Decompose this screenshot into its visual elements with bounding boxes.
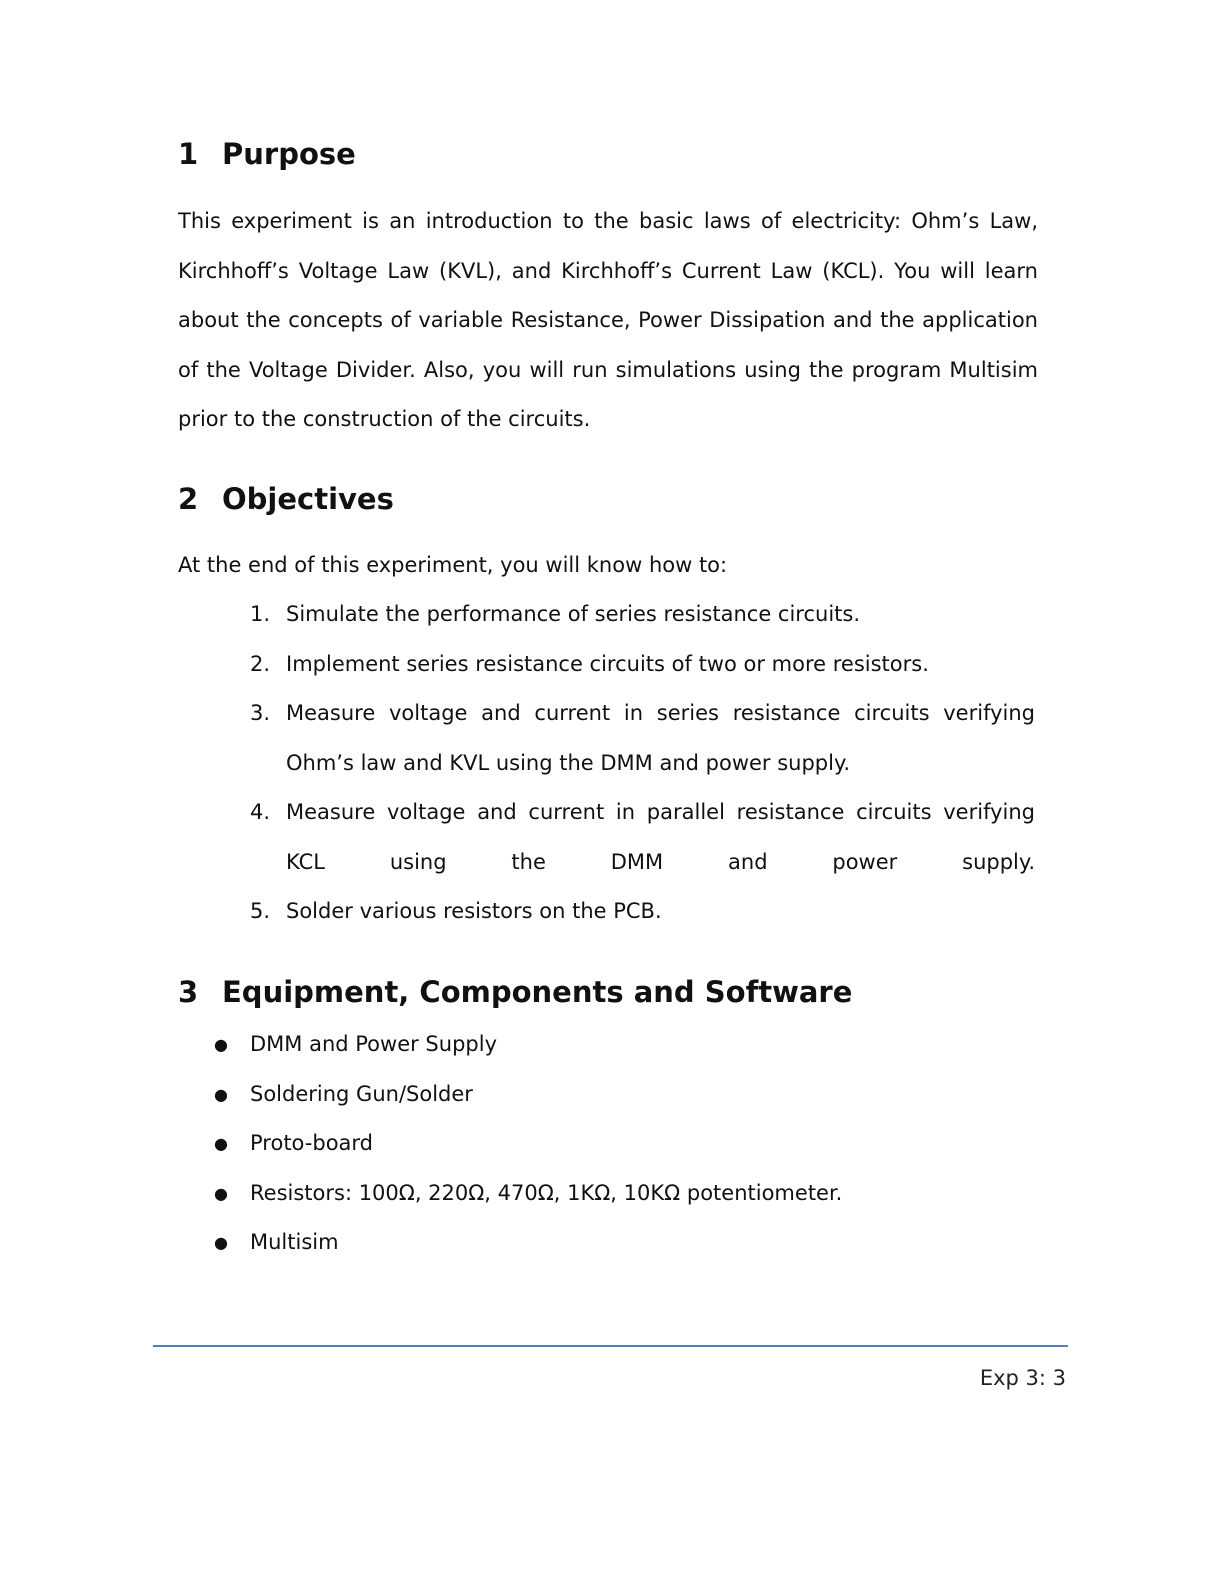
item-number: 2. <box>250 651 271 676</box>
section-heading-objectives <box>178 481 394 517</box>
item-text: Multisim <box>250 1230 339 1254</box>
section-number: 1 <box>178 137 199 171</box>
item-text: Measure voltage and current in series resistance circuits verifying Ohm’s law and KVL using the DMM and power supply. <box>286 701 1035 775</box>
item-text: DMM and Power Supply <box>250 1032 497 1056</box>
item-text: Measure voltage and current in parallel resistance circuits verifying KCL using the DMM and power supply. <box>286 800 1035 874</box>
list-item <box>210 1020 1030 1070</box>
purpose-paragraph: This experiment is an introduction to the basic laws of electricity: Ohm’s Law, Kirchhoff’s Voltage Law (KVL), and Kirchhoff’s Current Law (KCL). You will learn about the concepts of variable Resistance, Power Dissipation and the application of the Voltage Divider. Also, you will run simulations using the program Multisim prior to the construction of the circuits. <box>178 209 1038 431</box>
item-text: Implement series resistance circuits of two or more resistors. <box>286 651 929 676</box>
section-heading-equipment <box>178 974 852 1010</box>
section-title: Equipment, Components and Software <box>222 975 853 1009</box>
item-text: Resistors: 100Ω, 220Ω, 470Ω, 1KΩ, 10KΩ potentiometer. <box>250 1180 843 1205</box>
item-text: Solder various resistors on the PCB. <box>286 899 662 923</box>
list-item <box>210 1119 1030 1169</box>
list-item <box>250 887 1035 937</box>
bullet-icon: ● <box>214 1035 228 1054</box>
bullet-icon: ● <box>214 1134 228 1153</box>
bullet-icon: ● <box>214 1183 228 1203</box>
page-number: Exp 3: 3 <box>979 1366 1066 1390</box>
item-number: 5. <box>250 899 271 923</box>
section-heading-purpose <box>178 136 356 172</box>
item-text: Soldering Gun/Solder <box>250 1081 473 1106</box>
bullet-icon: ● <box>214 1084 228 1104</box>
list-item <box>210 1169 1030 1219</box>
list-item <box>210 1218 1030 1268</box>
footer-divider <box>153 1345 1068 1347</box>
item-number: 1. <box>250 602 271 626</box>
section-number: 3 <box>178 975 199 1009</box>
list-item <box>210 1070 1030 1120</box>
section-title: Purpose <box>222 137 356 171</box>
equipment-list <box>210 1020 1030 1268</box>
item-text: Proto-board <box>250 1131 374 1155</box>
objectives-list <box>250 590 1035 937</box>
bullet-icon: ● <box>214 1233 228 1252</box>
list-item <box>250 788 1035 887</box>
list-item <box>250 640 1035 690</box>
section-number: 2 <box>178 482 199 516</box>
section-title: Objectives <box>222 482 394 516</box>
objectives-intro: At the end of this experiment, you will know how to: <box>178 553 728 577</box>
list-item <box>250 689 1035 788</box>
item-number: 3. <box>250 701 271 725</box>
list-item <box>250 590 1035 640</box>
item-text: Simulate the performance of series resistance circuits. <box>286 602 861 626</box>
item-number: 4. <box>250 800 271 824</box>
